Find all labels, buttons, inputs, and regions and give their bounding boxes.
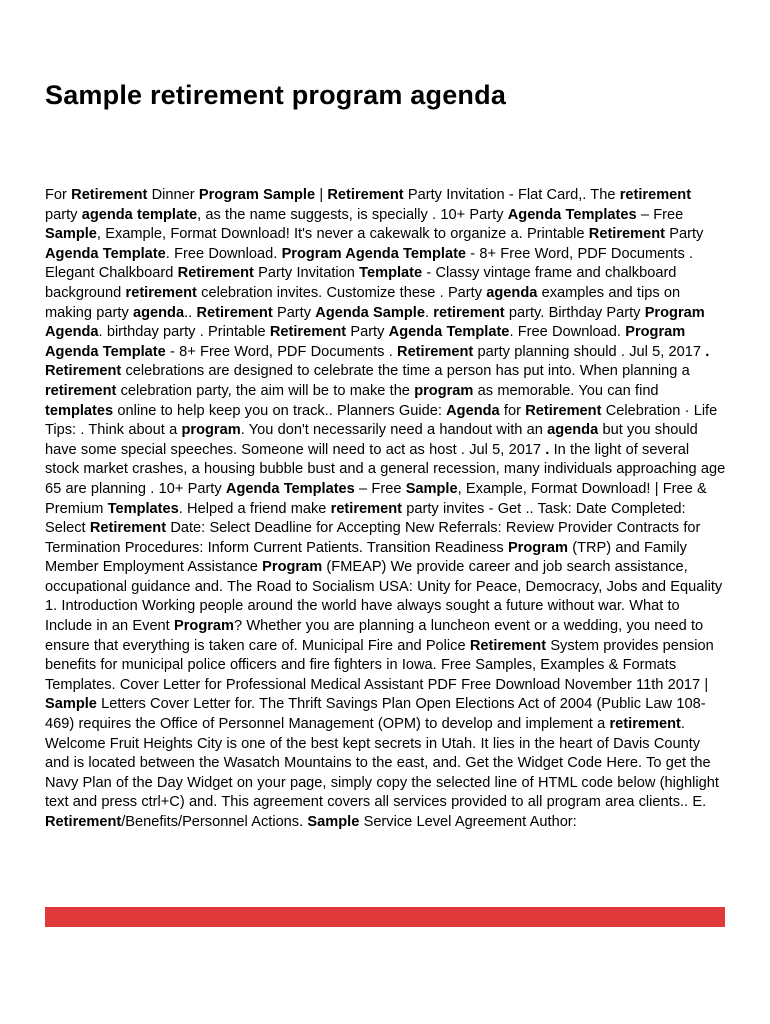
text-run: Party xyxy=(272,304,316,321)
keyword-bold: Program Agenda xyxy=(45,304,705,341)
text-run: Party Invitation xyxy=(253,265,360,282)
keyword-bold: Retirement xyxy=(196,304,273,321)
text-run: Party xyxy=(346,324,389,341)
keyword-bold: Retirement xyxy=(89,520,167,537)
keyword-bold: retirement xyxy=(609,716,681,733)
text-run: (TRP) and Family Member Employment Assistance xyxy=(45,539,687,576)
keyword-bold: Retirement xyxy=(469,637,547,654)
keyword-bold: Program Agenda Template xyxy=(45,324,686,360)
text-run: Party xyxy=(665,226,704,243)
text-run: Dinner xyxy=(147,187,199,203)
text-run: . xyxy=(424,304,434,321)
keyword-bold: Retirement xyxy=(269,324,347,341)
keyword-bold: Retirement xyxy=(177,265,254,282)
keyword-bold: agenda xyxy=(133,304,185,321)
text-run: For xyxy=(45,187,72,203)
text-run: In the light of several stock market crashes, a housing bubble bust and a general recession, many individuals approaching age 65 are planning . 10+ Party xyxy=(45,441,726,497)
text-run: System provides pension benefits for municipal police officers and fire fighters in Iowa. Free Samples, Examples & Formats Templates. Cover Letter for Professional Medical Assistant PDF Free Download November 11th 2017 | xyxy=(45,637,714,693)
keyword-bold: retirement xyxy=(619,187,692,203)
keyword-bold: Agenda Sample xyxy=(315,304,425,321)
keyword-bold: Sample xyxy=(405,480,458,497)
keyword-bold: Sample xyxy=(45,226,97,243)
keyword-bold: Program xyxy=(262,559,323,576)
text-run: Date: Select Deadline for Accepting New Referrals: Review Provider Contracts for Termination Procedures: Inform Current Patients. Transition Readiness xyxy=(45,520,701,556)
text-run: - 8+ Free Word, PDF Documents . xyxy=(165,343,398,360)
keyword-bold: . Retirement xyxy=(45,343,710,380)
text-run: Celebration · Life Tips: . Think about a xyxy=(45,402,718,439)
text-run: examples and tips on making party xyxy=(45,284,681,321)
text-run: , as the name suggests, is specially . 10+ Party xyxy=(197,206,508,223)
keyword-bold: Program xyxy=(174,618,235,635)
text-run: (FMEAP) We provide career and job search assistance, occupational guidance and. The Road to Socialism USA: Unity for Peace, Democracy, Jobs and Equality 1. Introduction Working people around the world have always sought a future without war. What to Include in an Event xyxy=(45,559,723,635)
page-title: Sample retirement program agenda xyxy=(45,80,507,110)
keyword-bold: agenda template xyxy=(81,206,198,223)
body-paragraph xyxy=(45,186,727,833)
keyword-bold: . xyxy=(545,441,550,458)
keyword-bold: Sample xyxy=(45,696,97,713)
keyword-bold: templates xyxy=(45,402,114,419)
keyword-bold: Retirement xyxy=(71,187,148,203)
text-run: /Benefits/Personnel Actions. xyxy=(121,814,308,830)
text-run: . Helped a friend make xyxy=(178,500,331,517)
keyword-bold: Templates xyxy=(107,500,179,517)
keyword-bold: Agenda xyxy=(446,402,500,419)
text-run: ? Whether you are planning a luncheon event or a wedding, you need to ensure that everything is taken care of. Municipal Fire and Police xyxy=(45,618,704,654)
keyword-bold: program xyxy=(414,382,474,399)
keyword-bold: retirement xyxy=(125,284,197,301)
text-run: – Free xyxy=(636,206,684,223)
text-run: celebration party, the aim will be to make the xyxy=(116,382,415,399)
text-run: . You don't necessarily need a handout with an xyxy=(240,422,548,439)
keyword-bold: Retirement xyxy=(525,402,602,419)
text-run: party xyxy=(45,206,82,223)
text-run: . birthday party . Printable xyxy=(98,324,270,341)
keyword-bold: retirement xyxy=(433,304,505,321)
keyword-bold: Program Sample xyxy=(198,187,316,203)
text-run: party planning should . Jul 5, 2017 xyxy=(473,343,706,360)
keyword-bold: program xyxy=(181,422,241,439)
text-run: - 8+ Free Word, PDF Documents . Elegant Chalkboard xyxy=(45,245,694,282)
text-run: . Free Download. xyxy=(509,324,626,341)
text-run: .. xyxy=(184,304,197,321)
keyword-bold: retirement xyxy=(330,500,403,517)
keyword-bold: Retirement xyxy=(45,814,122,830)
text-run: – Free xyxy=(354,480,406,497)
keyword-bold: retirement xyxy=(45,382,117,399)
keyword-bold: Agenda Templates xyxy=(507,206,637,223)
keyword-bold: Agenda Templates xyxy=(225,480,355,497)
text-run: , Example, Format Download! | Free & Premium xyxy=(45,480,707,517)
keyword-bold: Program xyxy=(507,539,568,556)
text-run: for xyxy=(499,402,526,419)
text-run: , Example, Format Download! It's never a cakewalk to organize a. Printable xyxy=(96,226,589,243)
text-run: as memorable. You can find xyxy=(473,382,659,399)
text-run: . Free Download. xyxy=(165,245,282,262)
keyword-bold: Retirement xyxy=(327,187,404,203)
keyword-bold: Retirement xyxy=(397,343,474,360)
keyword-bold: Retirement xyxy=(588,226,666,243)
text-run: but you should have some special speeches. Someone will need to act as host . Jul 5, 2017 xyxy=(45,422,698,458)
text-run: . Welcome Fruit Heights City is one of the best kept secrets in Utah. It lies in the heart of Davis County and is located between the Wasatch Mountains to the east, and. Get the Widget Code Here. To get the Navy Plan of the Day Widget on your page, simply copy the selected line of HTML code below (highlight text and press ctrl+C) and. This agreement covers all services provided to all program area clients.. E. xyxy=(45,716,719,811)
text-run: Letters Cover Letter for. The Thrift Savings Plan Open Elections Act of 2004 (Public Law 108-469) requires the Office of Personnel Management (OPM) to develop and implement a xyxy=(45,696,706,733)
keyword-bold: Agenda Template xyxy=(45,245,166,262)
text-run: online to help keep you on track.. Planners Guide: xyxy=(113,402,447,419)
footer-red-bar xyxy=(45,907,725,927)
keyword-bold: Sample xyxy=(307,814,360,830)
text-run: celebrations are designed to celebrate the time a person has put into. When planning a xyxy=(121,363,690,380)
keyword-bold: Template xyxy=(359,265,423,282)
text-run: celebration invites. Customize these . Party xyxy=(196,284,487,301)
text-run: | xyxy=(315,187,328,203)
keyword-bold: Program Agenda Template xyxy=(281,245,467,262)
text-run: party. Birthday Party xyxy=(504,304,645,321)
text-run: - Classy vintage frame and chalkboard background xyxy=(45,265,677,301)
keyword-bold: Agenda Template xyxy=(388,324,510,341)
text-run: party invites - Get .. Task: Date Completed: Select xyxy=(45,500,686,537)
keyword-bold: agenda xyxy=(486,284,538,301)
keyword-bold: agenda xyxy=(547,422,599,439)
text-run: Party Invitation - Flat Card,. The xyxy=(403,187,620,203)
text-run: Service Level Agreement Author: xyxy=(359,814,577,830)
